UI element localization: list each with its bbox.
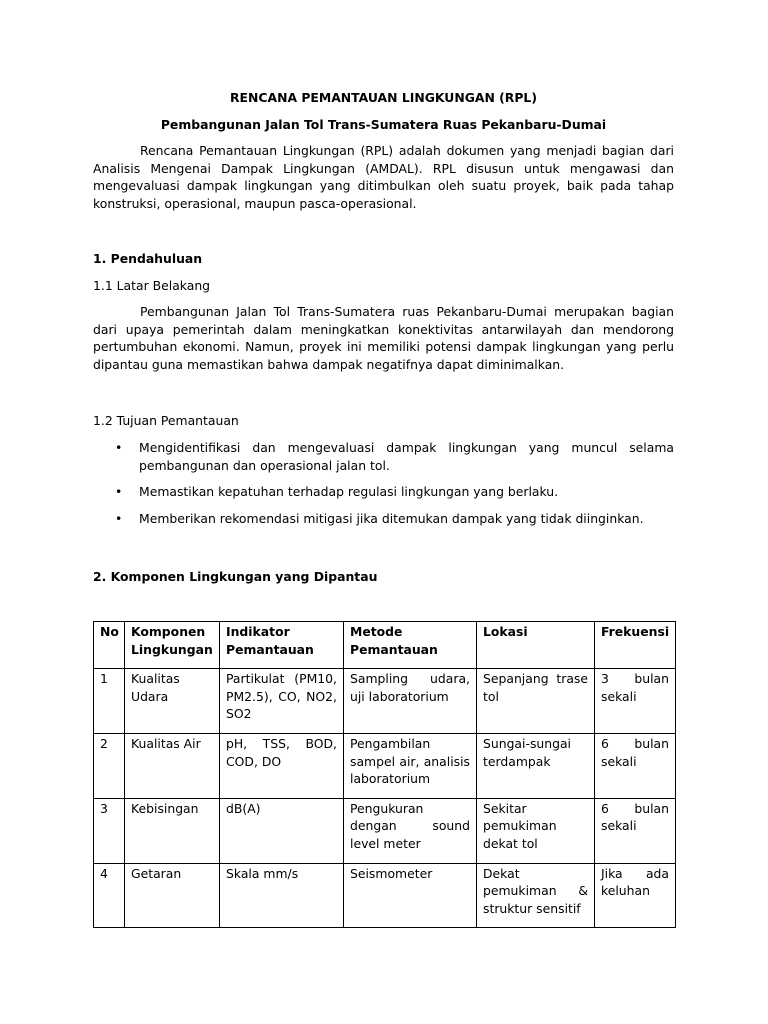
list-item — [93, 483, 674, 501]
table-row — [94, 733, 676, 798]
bullet-icon: • — [115, 484, 123, 500]
cell-frequency: 3 bulan sekali — [595, 669, 676, 734]
cell-component: Kualitas Udara — [125, 669, 220, 734]
cell-frequency: 6 bulan sekali — [595, 798, 676, 863]
list-item — [93, 439, 674, 474]
cell-location: Sekitar pemukiman dekat tol — [477, 798, 595, 863]
cell-component: Kebisingan — [125, 798, 220, 863]
section1-heading: 1. Pendahuluan — [93, 251, 203, 266]
list-item-text: Mengidentifikasi dan mengevaluasi dampak lingkungan yang muncul selama pembangunan dan operasional jalan tol. — [139, 440, 674, 473]
table-row — [94, 798, 676, 863]
doc-title: RENCANA PEMANTAUAN LINGKUNGAN (RPL) — [230, 90, 537, 105]
doc-subtitle: Pembangunan Jalan Tol Trans-Sumatera Ruas Pekanbaru-Dumai — [160, 117, 607, 132]
cell-no: 3 — [94, 798, 125, 863]
cell-no: 4 — [94, 863, 125, 928]
cell-method: Seismometer — [344, 863, 477, 928]
cell-component: Getaran — [125, 863, 220, 928]
cell-frequency: 6 bulan sekali — [595, 733, 676, 798]
cell-indicator: pH, TSS, BOD, COD, DO — [220, 733, 344, 798]
bullet-icon: • — [115, 510, 123, 526]
cell-location: Dekat pemukiman & struktur sensitif — [477, 863, 595, 928]
cell-indicator: Partikulat (PM10, PM2.5), CO, NO2, SO2 — [220, 669, 344, 734]
header-component: Komponen Lingkungan — [125, 622, 220, 669]
section2-heading: 2. Komponen Lingkungan yang Dipantau — [93, 569, 378, 584]
list-item-text: Memastikan kepatuhan terhadap regulasi lingkungan yang berlaku. — [139, 484, 559, 500]
intro-paragraph: Rencana Pemantauan Lingkungan (RPL) adalah dokumen yang menjadi bagian dari Analisis Mengenai Dampak Lingkungan (AMDAL). RPL disusun untuk mengawasi dan mengevaluasi dampak lingkungan yang ditimbulkan oleh suatu proyek, baik pada tahap konstruksi, operasional, maupun pasca-operasional. — [93, 143, 674, 211]
cell-no: 1 — [94, 669, 125, 734]
section1-2-heading: 1.2 Tujuan Pemantauan — [93, 413, 239, 428]
cell-method: Pengukuran dengan sound level meter — [344, 798, 477, 863]
header-frequency: Frekuensi — [595, 622, 676, 669]
cell-frequency: Jika ada keluhan — [595, 863, 676, 928]
monitoring-table — [93, 621, 676, 928]
cell-indicator: dB(A) — [220, 798, 344, 863]
cell-method: Sampling udara, uji laboratorium — [344, 669, 477, 734]
section1-1-paragraph: Pembangunan Jalan Tol Trans-Sumatera ruas Pekanbaru-Dumai merupakan bagian dari upaya pemerintah dalam meningkatkan konektivitas antarwilayah dan mendorong pertumbuhan ekonomi. Namun, proyek ini memiliki potensi dampak lingkungan yang perlu dipantau guna memastikan bahwa dampak negatifnya dapat diminimalkan. — [93, 304, 674, 372]
table-row — [94, 669, 676, 734]
header-indicator: Indikator Pemantauan — [220, 622, 344, 669]
header-no: No — [94, 622, 125, 669]
cell-method: Pengambilan sampel air, analisis laboratorium — [344, 733, 477, 798]
list-item-text: Memberikan rekomendasi mitigasi jika ditemukan dampak yang tidak diinginkan. — [139, 510, 644, 526]
section1-1-heading: 1.1 Latar Belakang — [93, 278, 211, 293]
table-row — [94, 863, 676, 928]
table-header-row — [94, 622, 676, 669]
cell-location: Sungai-sungai terdampak — [477, 733, 595, 798]
cell-component: Kualitas Air — [125, 733, 220, 798]
header-location: Lokasi — [477, 622, 595, 669]
objectives-list — [93, 439, 674, 536]
cell-indicator: Skala mm/s — [220, 863, 344, 928]
header-method: Metode Pemantauan — [344, 622, 477, 669]
cell-no: 2 — [94, 733, 125, 798]
bullet-icon: • — [115, 440, 123, 455]
cell-location: Sepanjang trase tol — [477, 669, 595, 734]
list-item — [93, 510, 674, 528]
